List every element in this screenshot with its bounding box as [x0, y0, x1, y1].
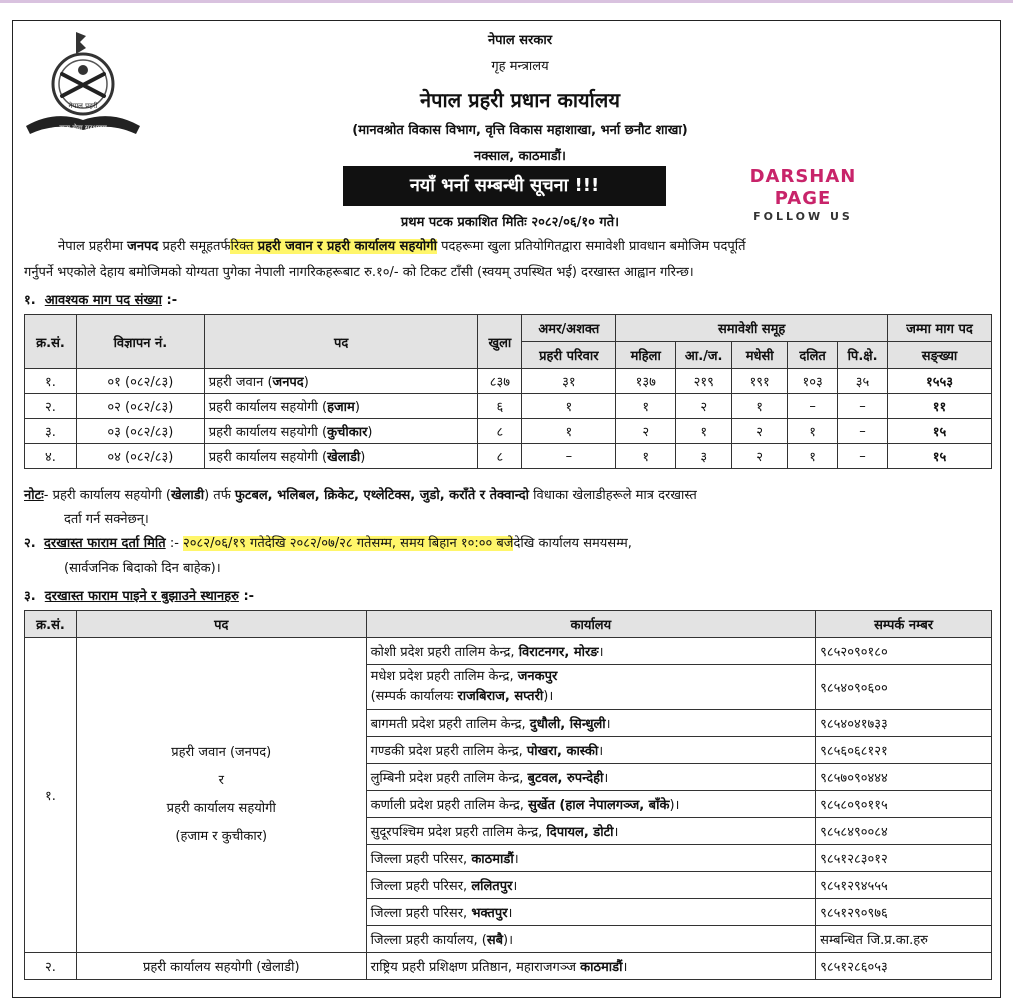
- cell-madhesi: १९१: [732, 369, 788, 394]
- cell-dalit: १: [788, 444, 838, 469]
- post-end: ): [354, 400, 360, 415]
- post-line: प्रहरी जवान (जनपद): [171, 745, 272, 760]
- cell-office: [366, 710, 816, 737]
- cell-backward: –: [838, 444, 888, 469]
- registration-date-highlight: २०८२/०६/१९ गतेदेखि २०८२/०७/२८ गतेसम्म, समय बिहान १०:०० बजे: [183, 536, 514, 551]
- office-text: बागमती प्रदेश प्रहरी तालिम केन्द्र,: [370, 717, 530, 732]
- intro-highlight: [230, 239, 436, 254]
- col-post: पद: [76, 611, 366, 638]
- office-place: भक्तपुर: [471, 906, 508, 921]
- section-suffix: :-: [161, 293, 178, 308]
- office-place: विराटनगर, मोरङ: [518, 645, 599, 660]
- intro-bold: जनपद: [127, 239, 159, 254]
- post-bold: कुचीकार: [327, 425, 368, 440]
- cell-dalit: १०३: [788, 369, 838, 394]
- cell-post-group: [76, 638, 366, 953]
- post-line: (हजाम र कुचीकार): [175, 829, 268, 844]
- cell-backward: –: [838, 394, 888, 419]
- cell-dalit: –: [788, 394, 838, 419]
- office-end: )।: [669, 798, 680, 813]
- office-text: कर्णाली प्रदेश प्रहरी तालिम केन्द्र,: [370, 798, 529, 813]
- cell-amar: ३१: [522, 369, 616, 394]
- post-text: प्रहरी जवान (: [208, 375, 273, 390]
- section-title: दरखास्त फाराम पाइने र बुझाउने स्थानहरु: [44, 589, 239, 604]
- header-ministry: गृह मन्त्रालय: [491, 59, 549, 74]
- cell-office: [366, 953, 816, 980]
- office-end: ।: [605, 717, 611, 732]
- cell-adno: ०४ (०८२/८३): [76, 444, 204, 469]
- cell-phone: ९८५८०९०११५: [816, 791, 992, 818]
- col-total: जम्मा माग पद: [888, 315, 992, 342]
- table-row: [25, 394, 992, 419]
- cell-total: ११: [888, 394, 992, 419]
- post-line: र: [218, 773, 224, 788]
- post-end: ): [367, 425, 373, 440]
- intro-line-1: [24, 234, 992, 260]
- office-end: ।: [507, 906, 513, 921]
- cell-phone: ९८५६०६८१२१: [816, 737, 992, 764]
- table-row: [25, 638, 992, 665]
- office-end: )।: [543, 689, 554, 704]
- cell-women: १: [616, 394, 676, 419]
- cell-madhesi: १: [732, 394, 788, 419]
- application-locations-table: [24, 610, 992, 980]
- office-place: बुटवल, रुपन्देही: [527, 771, 604, 786]
- note-text: - प्रहरी कार्यालय सहयोगी (: [43, 488, 171, 503]
- cell-office: [366, 926, 816, 953]
- section-suffix: :-: [238, 589, 255, 604]
- table-row: [25, 419, 992, 444]
- cell-phone: सम्बन्धित जि.प्र.का.हरु: [816, 926, 992, 953]
- col-office: कार्यालय: [366, 611, 816, 638]
- office-place: ललितपुर: [471, 879, 513, 894]
- col-amar: अमर/अशक्त: [522, 315, 616, 342]
- cell-women: २: [616, 419, 676, 444]
- note-line-2: दर्ता गर्न सक्नेछन्।: [64, 512, 149, 527]
- published-date: प्रथम पटक प्रकाशित मितिः २०८२/०६/१० गते।: [400, 215, 620, 230]
- intro-highlight-bold: प्रहरी जवान र प्रहरी कार्यालय सहयोगी: [257, 239, 437, 254]
- section-separator: :-: [165, 536, 184, 551]
- cell-open: ८: [478, 444, 522, 469]
- intro-text: प्रहरी समूहतर्फ: [158, 239, 231, 254]
- note-sports: फुटबल, भलिबल, क्रिकेट, एथ्लेटिक्स, जुडो, कराँते र तेक्वान्दो: [234, 488, 529, 503]
- office-line-2: [371, 687, 812, 707]
- cell-office: [366, 638, 816, 665]
- office-text: (सम्पर्क कार्यालयः: [370, 689, 458, 704]
- cell-amar: –: [522, 444, 616, 469]
- office-end: ।: [622, 960, 628, 975]
- cell-total: १५: [888, 444, 992, 469]
- post-bold: हजाम: [327, 400, 355, 415]
- col-madhesi: मधेसी: [732, 342, 788, 369]
- cell-sn: ३.: [25, 419, 77, 444]
- cell-post: प्रहरी कार्यालय सहयोगी (खेलाडी): [76, 953, 366, 980]
- office-end: ।: [598, 645, 604, 660]
- table-row: [25, 953, 992, 980]
- cell-aj: २१९: [676, 369, 732, 394]
- cell-amar: १: [522, 394, 616, 419]
- section-3-heading: [24, 586, 254, 604]
- cell-aj: १: [676, 419, 732, 444]
- cell-total: १५५३: [888, 369, 992, 394]
- office-text: सुदूरपश्चिम प्रदेश प्रहरी तालिम केन्द्र,: [370, 825, 547, 840]
- office-text: कोशी प्रदेश प्रहरी तालिम केन्द्र,: [370, 645, 519, 660]
- section-number: ३.: [24, 589, 36, 604]
- post-line: प्रहरी कार्यालय सहयोगी: [166, 801, 276, 816]
- cell-post: [204, 444, 478, 469]
- cell-phone: ९८५१२८६०५३: [816, 953, 992, 980]
- cell-women: १: [616, 444, 676, 469]
- office-place: काठमाडौं: [580, 960, 623, 975]
- cell-phone: ९८५१२९४५५५: [816, 872, 992, 899]
- cell-office: [366, 818, 816, 845]
- col-women: महिला: [616, 342, 676, 369]
- cell-madhesi: २: [732, 444, 788, 469]
- cell-office: [366, 764, 816, 791]
- cell-adno: ०२ (०८२/८३): [76, 394, 204, 419]
- cell-office: [366, 872, 816, 899]
- note-text: विधाका खेलाडीहरूले मात्र दरखास्त: [528, 488, 697, 503]
- header-government: नेपाल सरकार: [487, 33, 553, 48]
- cell-open: ६: [478, 394, 522, 419]
- col-adno: विज्ञापन नं.: [76, 315, 204, 369]
- cell-office: [366, 665, 816, 710]
- office-text: जिल्ला प्रहरी कार्यालय, (: [370, 933, 487, 948]
- cell-women: १३७: [616, 369, 676, 394]
- header-location: नक्साल, काठमाडौं।: [474, 149, 566, 164]
- cell-open: ८: [478, 419, 522, 444]
- emblem-text-top: नेपाल प्रहरी: [68, 102, 98, 110]
- section-number: २.: [24, 536, 36, 551]
- cell-office: [366, 737, 816, 764]
- section-number: १.: [24, 293, 36, 308]
- cell-adno: ०१ (०८२/८३): [76, 369, 204, 394]
- cell-amar: १: [522, 419, 616, 444]
- col-backward: पि.क्षे.: [838, 342, 888, 369]
- cell-phone: ९८५२०९०१८०: [816, 638, 992, 665]
- section-title: दरखास्त फाराम दर्ता मिति: [43, 536, 166, 551]
- intro-text: पदहरूमा खुला प्रतियोगितद्वारा समावेशी प्रावधान बमोजिम पदपूर्ति: [436, 239, 746, 254]
- section-title: आवश्यक माग पद संख्या: [44, 293, 162, 308]
- page-title: नेपाल प्रहरी प्रधान कार्यालय: [420, 88, 620, 112]
- col-open: खुला: [478, 315, 522, 369]
- intro-highlight-text: रिक्त: [230, 239, 258, 254]
- post-bold: खेलाडी: [327, 450, 361, 465]
- top-accent-line: [0, 0, 1013, 3]
- note-label: नोटः: [24, 488, 44, 503]
- registration-time: देखि कार्यालय समयसम्म,: [513, 536, 632, 551]
- office-text: जिल्ला प्रहरी परिसर,: [370, 879, 472, 894]
- cell-open: ८३७: [478, 369, 522, 394]
- office-place: दिपायल, डोटी: [546, 825, 614, 840]
- cell-phone: ९८५१२८३०१२: [816, 845, 992, 872]
- col-dalit: दलित: [788, 342, 838, 369]
- cell-backward: ३५: [838, 369, 888, 394]
- notice-banner: नयाँ भर्ना सम्बन्धी सूचना !!!: [343, 166, 666, 206]
- office-end: ।: [512, 879, 518, 894]
- office-place: सुर्खेत (हाल नेपालगञ्ज, बाँके: [528, 798, 670, 813]
- office-end: ।: [613, 825, 619, 840]
- intro-line-2: गर्नुपर्ने भएकोले देहाय बमोजिमको योग्यता पुगेका नेपाली नागरिकहरूबाट रु.१०/- को टिकट टाँसी (स्वयम् उपस्थित भई) दरखास्त आह्वान गरिन्छ।: [24, 265, 694, 280]
- office-place: जनकपुर: [517, 669, 558, 684]
- cell-sn: १.: [25, 638, 77, 953]
- col-aj: आ./ज.: [676, 342, 732, 369]
- col-inclusive: समावेशी समूह: [616, 315, 888, 342]
- office-place: सबै: [486, 933, 504, 948]
- post-text: प्रहरी कार्यालय सहयोगी (: [208, 450, 328, 465]
- office-end: ।: [598, 744, 604, 759]
- cell-sn: २.: [25, 953, 77, 980]
- post-end: ): [360, 450, 366, 465]
- cell-phone: ९८५४०४१७३३: [816, 710, 992, 737]
- cell-backward: –: [838, 419, 888, 444]
- cell-phone: ९८५८४९००८४: [816, 818, 992, 845]
- section-1-heading: [24, 290, 177, 308]
- cell-phone: ९८५४०९०६००: [816, 665, 992, 710]
- cell-post: [204, 394, 478, 419]
- cell-total: १५: [888, 419, 992, 444]
- post-text: प्रहरी कार्यालय सहयोगी (: [208, 425, 328, 440]
- cell-aj: २: [676, 394, 732, 419]
- col-sn: क्र.सं.: [25, 611, 77, 638]
- office-line-1: [371, 667, 812, 687]
- post-end: ): [303, 375, 309, 390]
- header-department: (मानवश्रोत विकास विभाग, वृत्ति विकास महाशाखा, भर्ना छनौट शाखा): [352, 123, 688, 138]
- office-end: ।: [603, 771, 609, 786]
- cell-post: [204, 369, 478, 394]
- col-amar-family: प्रहरी परिवार: [522, 342, 616, 369]
- cell-dalit: १: [788, 419, 838, 444]
- nepal-police-emblem: [24, 26, 142, 138]
- note-block: [24, 484, 992, 532]
- col-contact: सम्पर्क नम्बर: [816, 611, 992, 638]
- emblem-motto: सत्य सेवा सुरक्षणम्: [59, 124, 107, 132]
- office-place: पोखरा, कास्की: [526, 744, 599, 759]
- note-line-1: [24, 484, 992, 508]
- col-sn: क्र.सं.: [25, 315, 77, 369]
- note-text: ) तर्फ: [204, 488, 235, 503]
- col-total-count: सङ्ख्या: [888, 342, 992, 369]
- office-text: जिल्ला प्रहरी परिसर,: [370, 852, 472, 867]
- office-place: काठमाडौं: [471, 852, 514, 867]
- promo-subtitle: FOLLOW US: [753, 210, 853, 223]
- intro-text: नेपाल प्रहरीमा: [58, 239, 128, 254]
- intro-paragraph: [24, 234, 992, 286]
- cell-sn: ४.: [25, 444, 77, 469]
- cell-phone: ९८५१२९०९७६: [816, 899, 992, 926]
- office-end: )।: [503, 933, 514, 948]
- table-row: [25, 444, 992, 469]
- section-2-heading: [24, 532, 992, 556]
- vacancy-table: [24, 314, 992, 469]
- cell-office: [366, 845, 816, 872]
- office-end: ।: [513, 852, 519, 867]
- registration-note: (सार्वजनिक बिदाको दिन बाहेक)।: [64, 561, 221, 576]
- cell-adno: ०३ (०८२/८३): [76, 419, 204, 444]
- table-row: [25, 369, 992, 394]
- office-text: मधेश प्रदेश प्रहरी तालिम केन्द्र,: [370, 669, 518, 684]
- note-bold: खेलाडी: [170, 488, 205, 503]
- office-text: गण्डकी प्रदेश प्रहरी तालिम केन्द्र,: [370, 744, 527, 759]
- office-text: राष्ट्रिय प्रहरी प्रशिक्षण प्रतिष्ठान, महाराजगञ्ज: [370, 960, 581, 975]
- office-place: दुधौली, सिन्धुली: [529, 717, 606, 732]
- office-text: लुम्बिनी प्रदेश प्रहरी तालिम केन्द्र,: [370, 771, 528, 786]
- cell-madhesi: २: [732, 419, 788, 444]
- post-text: प्रहरी कार्यालय सहयोगी (: [208, 400, 328, 415]
- promo-title: DARSHAN PAGE: [749, 166, 857, 209]
- cell-office: [366, 791, 816, 818]
- cell-sn: १.: [25, 369, 77, 394]
- office-text: जिल्ला प्रहरी परिसर,: [370, 906, 472, 921]
- cell-aj: ३: [676, 444, 732, 469]
- cell-office: [366, 899, 816, 926]
- cell-sn: २.: [25, 394, 77, 419]
- cell-phone: ९८५७०९०४४४: [816, 764, 992, 791]
- post-bold: जनपद: [272, 375, 304, 390]
- office-place: राजबिराज, सप्तरी: [457, 689, 544, 704]
- cell-post: [204, 419, 478, 444]
- col-post: पद: [204, 315, 478, 369]
